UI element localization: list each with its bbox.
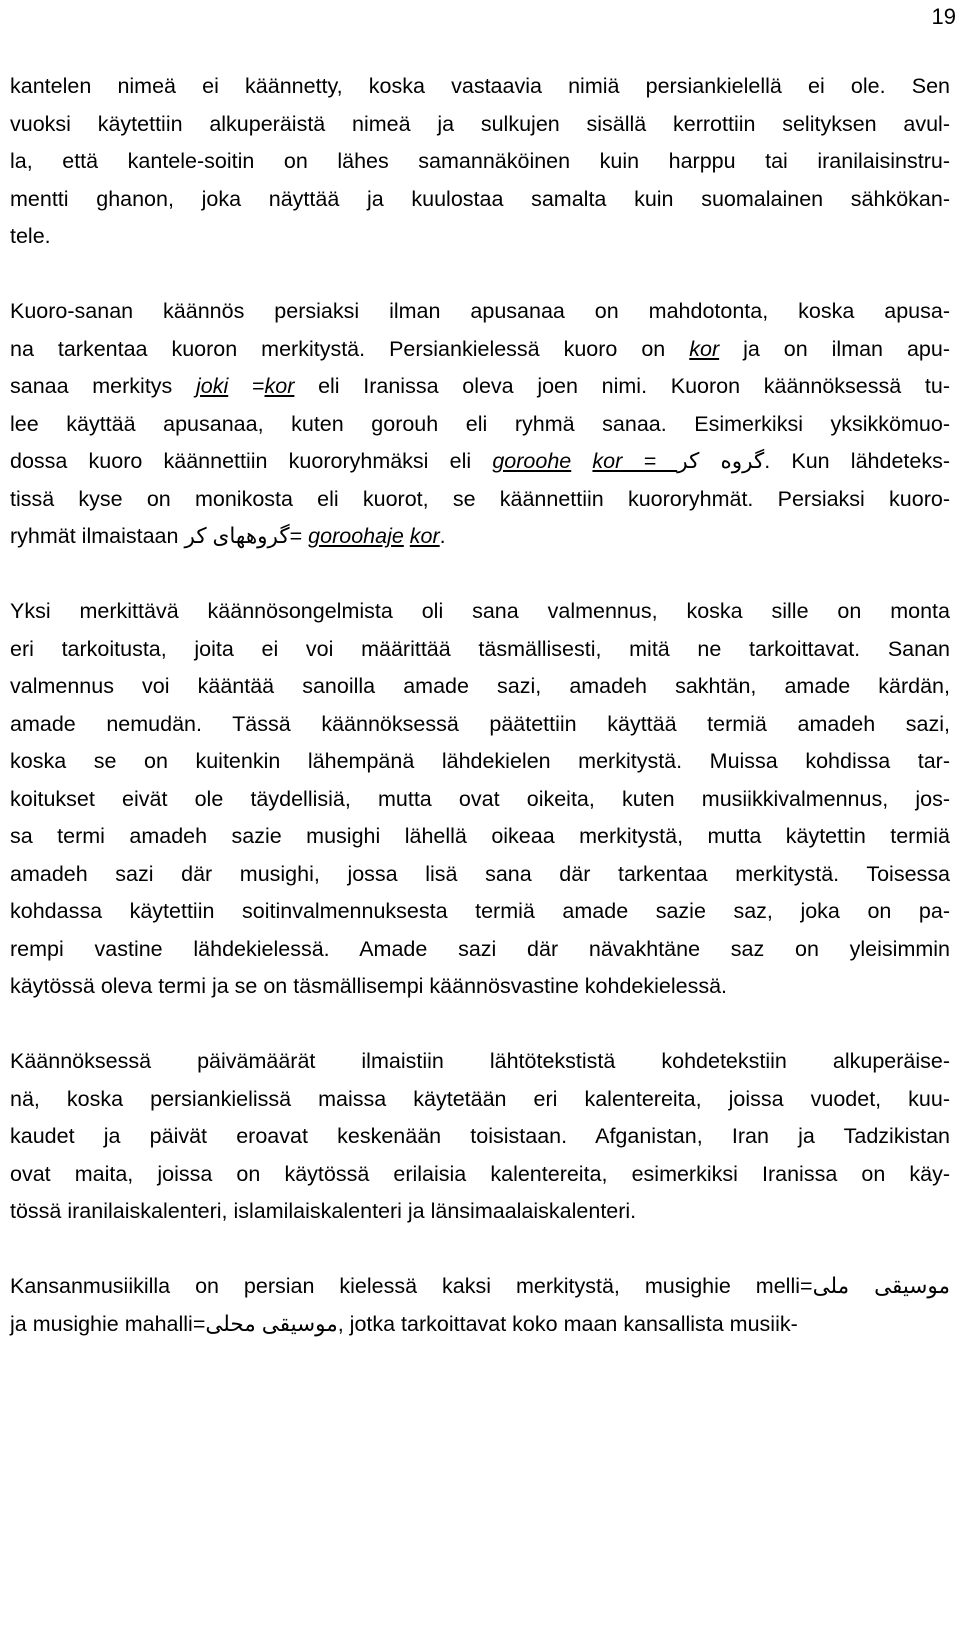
document-body xyxy=(10,68,950,1343)
paragraph-gap xyxy=(10,556,950,594)
text-line xyxy=(10,1118,950,1156)
text-line xyxy=(10,781,950,819)
text-line xyxy=(10,1306,950,1344)
text-line xyxy=(10,706,950,744)
text-segment: Yksi merkittävä käännösongelmista oli sana valmennus, koska sille on monta xyxy=(10,599,950,623)
text-segment: kantelen nimeä ei käännetty, koska vastaavia nimiä persiankielellä ei ole. Sen xyxy=(10,74,950,98)
paragraph-p4 xyxy=(10,1043,950,1231)
underlined-term: joki xyxy=(195,374,229,398)
underlined-term: kor = xyxy=(592,449,678,473)
text-segment: valmennus voi kääntää sanoilla amade sazi, amadeh sakhtän, amade kärdän, xyxy=(10,674,950,698)
paragraph-gap xyxy=(10,256,950,294)
text-line xyxy=(10,1268,950,1306)
text-segment: koska se on kuitenkin lähempänä lähdekielen merkitystä. Muissa kohdissa tar- xyxy=(10,749,950,773)
text-segment: . xyxy=(439,524,446,548)
text-segment: ryhmät ilmaistaan xyxy=(10,524,185,548)
underlined-term: kor xyxy=(689,336,720,361)
text-segment: eri tarkoitusta, joita ei voi määrittää täsmällisesti, mitä ne tarkoittavat. Sanan xyxy=(10,636,950,661)
text-segment: eli Iranissa oleva joen nimi. Kuoron käännöksessä tu- xyxy=(294,374,950,398)
paragraph-gap xyxy=(10,1006,950,1044)
text-segment: kohdassa käytettiin soitinvalmennuksesta termiä amade sazie saz, joka on pa- xyxy=(10,899,950,923)
text-line xyxy=(10,1193,950,1231)
text-segment: lee käyttää apusanaa, kuten gorouh eli ryhmä sanaa. Esimerkiksi yksikkömuo- xyxy=(10,411,950,436)
text-segment: sanaa merkitys xyxy=(10,374,196,398)
text-segment: tissä kyse on monikosta eli kuorot, se käännettiin kuororyhmät. Persiaksi kuoro- xyxy=(10,486,950,511)
text-line xyxy=(10,1043,950,1081)
text-line xyxy=(10,68,950,106)
paragraph-p5 xyxy=(10,1268,950,1343)
text-line xyxy=(10,1156,950,1194)
text-segment: la, että kantele-soitin on lähes samannäköinen kuin harppu tai iranilaisinstru- xyxy=(10,149,950,173)
paragraph-p1 xyxy=(10,68,950,256)
text-line xyxy=(10,518,950,556)
paragraph-p3 xyxy=(10,593,950,1006)
text-segment: tössä iranilaiskalenteri, islamilaiskalenteri ja länsimaalaiskalenteri. xyxy=(10,1199,637,1223)
text-line xyxy=(10,1081,950,1119)
text-line xyxy=(10,106,950,144)
text-line xyxy=(10,818,950,856)
text-segment: vuoksi käytettiin alkuperäistä nimeä ja sulkujen sisällä kerrottiin selityksen avul- xyxy=(10,111,950,136)
text-segment: Kansanmusiikilla on persian kielessä kaksi merkitystä, musighie melli= xyxy=(10,1274,813,1298)
persian-text: موسیقی ملی xyxy=(812,1274,951,1298)
text-segment: koitukset eivät ole täydellisiä, mutta ovat oikeita, kuten musiikkivalmennus, jos- xyxy=(10,786,950,811)
page-number: 19 xyxy=(931,4,956,29)
text-segment: tele. xyxy=(10,224,51,248)
text-line xyxy=(10,218,950,256)
text-line xyxy=(10,631,950,669)
text-line xyxy=(10,668,950,706)
text-line xyxy=(10,406,950,444)
text-segment: rempi vastine lähdekielessä. Amade sazi där nävakhtäne saz on yleisimmin xyxy=(10,936,950,961)
underlined-term: kor xyxy=(264,374,295,398)
text-segment: mentti ghanon, joka näyttää ja kuulostaa samalta kuin suomalainen sähkökan- xyxy=(10,186,950,211)
text-line xyxy=(10,293,950,331)
text-line xyxy=(10,143,950,181)
persian-text: گروههای کر xyxy=(184,524,290,548)
paragraph-p2 xyxy=(10,293,950,556)
text-segment: käytössä oleva termi ja se on täsmällisempi käännösvastine kohdekielessä. xyxy=(10,974,728,998)
text-line xyxy=(10,181,950,219)
text-segment: na tarkentaa kuoron merkitystä. Persiankielessä kuoro on xyxy=(10,336,690,361)
underlined-term: goroohaje xyxy=(308,524,404,548)
text-line xyxy=(10,331,950,369)
underlined-term: kor xyxy=(409,524,440,548)
text-line xyxy=(10,893,950,931)
text-line xyxy=(10,593,950,631)
text-line xyxy=(10,443,950,481)
text-segment xyxy=(571,449,592,473)
text-line xyxy=(10,743,950,781)
text-line xyxy=(10,968,950,1006)
text-segment: dossa kuoro käännettiin kuororyhmäksi eli xyxy=(10,449,493,473)
text-segment: Kuoro-sanan käännös persiaksi ilman apusanaa on mahdotonta, koska apusa- xyxy=(10,299,950,323)
text-segment: amadeh sazi där musighi, jossa lisä sana där tarkentaa merkitystä. Toisessa xyxy=(10,861,950,886)
persian-text: گروه کر xyxy=(677,449,765,473)
text-segment: ja musighie mahalli= xyxy=(10,1311,206,1336)
text-segment: nä, koska persiankielissä maissa käytetään eri kalentereita, joissa vuodet, kuu- xyxy=(10,1086,950,1111)
text-segment: kaudet ja päivät eroavat keskenään toisistaan. Afganistan, Iran ja Tadzikistan xyxy=(10,1124,950,1148)
text-line xyxy=(10,931,950,969)
text-segment: Käännöksessä päivämäärät ilmaistiin lähtötekstistä kohdetekstiin alkuperäise- xyxy=(10,1049,950,1073)
text-line xyxy=(10,856,950,894)
text-segment: sa termi amadeh sazie musighi lähellä oikeaa merkitystä, mutta käytettin termiä xyxy=(10,824,950,848)
text-line xyxy=(10,368,950,406)
persian-text: موسیقی محلی xyxy=(205,1311,338,1336)
text-segment: . Kun lähdeteks- xyxy=(764,449,951,473)
text-segment: ovat maita, joissa on käytössä erilaisia kalentereita, esimerkiksi Iranissa on käy- xyxy=(10,1161,950,1186)
underlined-term: goroohe xyxy=(492,449,572,473)
paragraph-gap xyxy=(10,1231,950,1269)
text-line xyxy=(10,481,950,519)
text-segment: = xyxy=(289,524,309,548)
text-segment: = xyxy=(228,374,265,398)
text-segment: ja on ilman apu- xyxy=(719,336,951,361)
text-segment: amade nemudän. Tässä käännöksessä päätettiin käyttää termiä amadeh sazi, xyxy=(10,711,950,736)
text-segment: , jotka tarkoittavat koko maan kansallista musiik- xyxy=(337,1311,798,1336)
